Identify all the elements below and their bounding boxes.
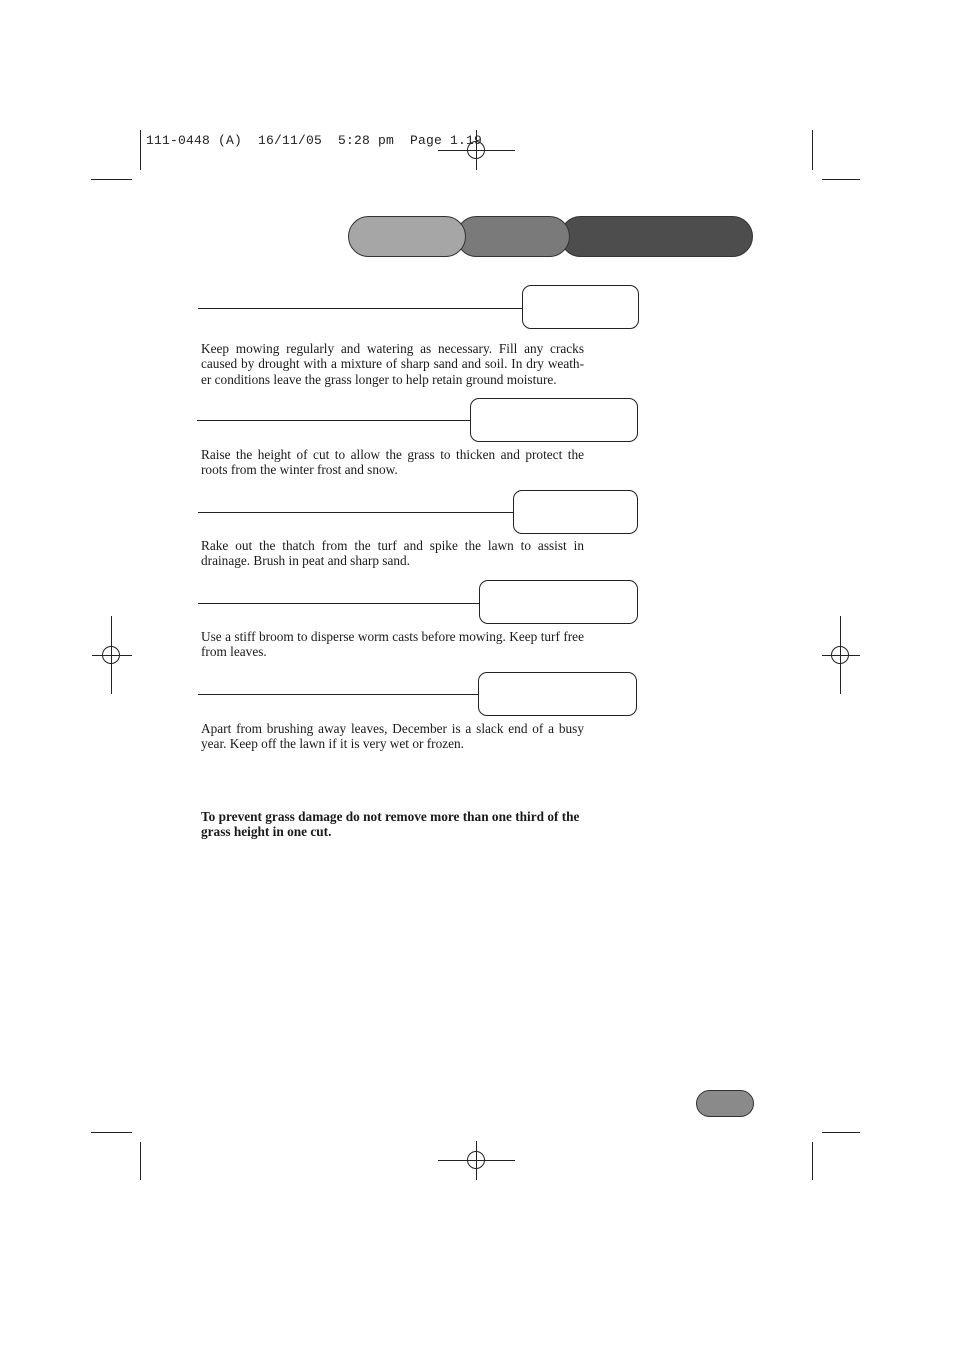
crop-mark — [91, 1132, 132, 1133]
crop-mark — [812, 1142, 813, 1180]
section-rule — [198, 694, 478, 695]
section-rule — [198, 512, 513, 513]
section-label-box — [522, 285, 639, 329]
section-paragraph: Raise the height of cut to allow the grass to thicken and protect the roots from the winter frost and snow. — [201, 447, 584, 478]
section-rule — [198, 603, 479, 604]
section-paragraph: Use a stiff broom to disperse worm casts before mowing. Keep turf free from leaves. — [201, 629, 584, 660]
section-rule — [197, 420, 470, 421]
crop-mark — [822, 1132, 860, 1133]
section-label-box — [478, 672, 637, 716]
page-number-badge — [696, 1090, 754, 1117]
tab-light — [348, 216, 466, 257]
warning-note: To prevent grass damage do not remove more than one third of the grass height in one cut. — [201, 809, 580, 840]
section-label-box — [479, 580, 638, 624]
section-label-box — [513, 490, 638, 534]
section-paragraph: Apart from brushing away leaves, December is a slack end of a busy year. Keep off the lawn if it is very wet or frozen. — [201, 721, 584, 752]
crop-mark — [822, 179, 860, 180]
section-label-box — [470, 398, 638, 442]
tab-medium — [456, 216, 570, 257]
tab-dark — [560, 216, 753, 257]
section-paragraph: Rake out the thatch from the turf and spike the lawn to assist in drainage. Brush in peat and sharp sand. — [201, 538, 584, 569]
print-slug: 111-0448 (A) 16/11/05 5:28 pm Page 1.19 — [146, 133, 483, 148]
crop-mark — [812, 130, 813, 170]
crop-mark — [91, 179, 132, 180]
section-rule — [198, 308, 522, 309]
crop-mark — [140, 130, 141, 170]
crop-mark — [140, 1142, 141, 1180]
section-paragraph: Keep mowing regularly and watering as necessary. Fill any cracks caused by drought with a mixture of sharp sand and soil. In dry weath-er conditions leave the grass longer to help retain ground moisture. — [201, 341, 584, 387]
